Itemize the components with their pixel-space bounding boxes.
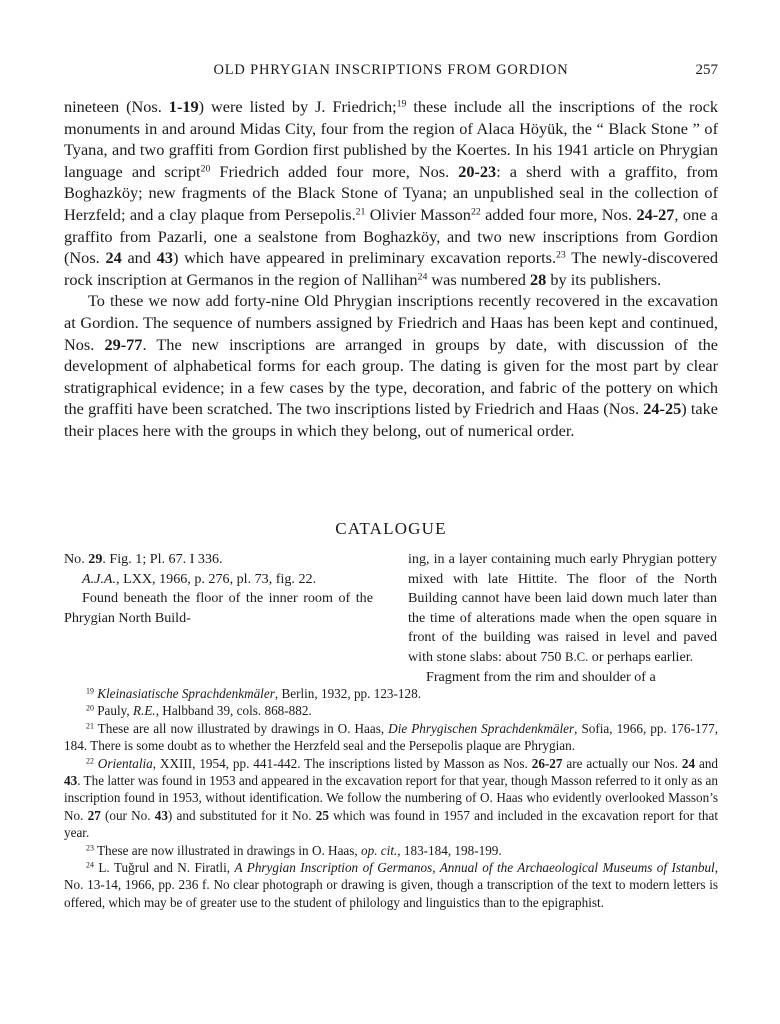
entry-fragment: Fragment from the rim and shoulder of a	[426, 668, 656, 685]
cited-title: op. cit.	[361, 842, 398, 858]
journal-title: A.J.A.	[82, 570, 117, 587]
cited-title: Orientalia	[97, 755, 153, 771]
inscription-number: 43	[156, 248, 173, 268]
entry-description-start: Found beneath the floor of the inner room of the Phrygian North Build-	[64, 590, 373, 626]
footnote-text: . The latter was found in 1953 and appeared in the excavation report for that year, though Masson referred to it only as an inscription found in 1953, without identification. We follow the numbering of O. Haas who evidently overlooked Masson’s No.	[64, 773, 718, 823]
running-header	[64, 62, 718, 84]
paragraph-1	[64, 96, 718, 290]
inscription-number: 24-27	[636, 204, 675, 224]
footnote-22	[64, 755, 718, 842]
main-text	[64, 96, 718, 442]
inscription-number: 26-27	[531, 755, 563, 771]
entry-heading	[64, 550, 373, 570]
catalogue-column-right	[408, 550, 717, 687]
bc-abbrev: B.C.	[564, 649, 589, 664]
footnote-19	[64, 685, 718, 702]
entry-reference	[64, 570, 373, 590]
footnote-text: ) and substituted for it No.	[167, 807, 316, 823]
text-run: : a sherd with a graffito, from Boghazköy; new fragments of the Black Stone of Tyana; an unpublished seal in the collection of Herzfeld; and a clay plaque from Persepolis.	[64, 161, 718, 224]
text-run: by its publishers.	[546, 269, 662, 289]
page-number: 257	[695, 62, 718, 78]
footnote-number: 19	[86, 686, 94, 696]
entry-description-cont: ing, in a layer containing much early Phrygian pottery mixed with late Hittite. The floor of the North Building cannot have been laid down much later than the time of alterations made when the open square in front of the building was raised in level and paved with stone slabs: about 750 B.C. or perhaps earlier.	[408, 551, 717, 665]
catalogue-column-left	[64, 550, 373, 628]
inscription-number: 43	[154, 807, 168, 823]
footnote-20	[64, 702, 718, 719]
inscription-number: 24-25	[643, 399, 682, 419]
cited-title: R.E.	[132, 703, 156, 719]
cited-title: Die Phrygischen Sprachdenkmäler	[388, 720, 575, 736]
text-run: ) which have appeared in preliminary excavation reports.	[172, 248, 557, 268]
inscription-number: 27	[87, 807, 101, 823]
footnote-text: , Sofia, 1966, pp. 176-177, 184. There is some doubt as to whether the Herzfeld seal and the Persepolis plaque are Phrygian.	[64, 720, 718, 754]
footnote-ref-23: 23	[556, 249, 566, 261]
footnote-number: 22	[86, 756, 94, 766]
text-run: these include all the inscriptions of the rock monuments in and around Midas City, four from the region of Alaca Höyük, the “ Black Stone ” of Tyana, and two graffiti from Gordion first published by the Koertes. In his 1941 article on Phrygian language and script	[64, 97, 718, 181]
inscription-number: 1-19	[168, 97, 199, 116]
inscription-number: 43	[64, 773, 78, 789]
footnote-24	[64, 859, 718, 911]
footnote-ref-22: 22	[470, 206, 481, 218]
entry-figures: . Fig. 1; Pl. 67. I 336.	[102, 551, 223, 567]
text-run: added four more, Nos.	[480, 204, 637, 224]
footnote-text: , Halbband 39, cols. 868-882.	[155, 703, 312, 719]
footnote-text: , Berlin, 1932, pp. 123-128.	[274, 686, 421, 701]
footnote-ref-24: 24	[417, 271, 428, 283]
inscription-number: 28	[529, 269, 547, 289]
entry-number: 29	[88, 551, 103, 567]
footnote-text: L. Tuğrul and N. Firatli,	[98, 860, 235, 876]
footnote-number: 24	[86, 860, 94, 870]
footnote-text: Pauly,	[97, 703, 133, 719]
footnote-21	[64, 720, 718, 755]
footnote-ref-21: 21	[355, 206, 366, 218]
catalogue-heading: CATALOGUE	[335, 519, 447, 538]
footnote-text: , 183-184, 198-199.	[397, 842, 502, 858]
footnote-text: These are now illustrated in drawings in O. Haas,	[96, 842, 362, 858]
footnote-text: and	[695, 755, 719, 771]
footnotes	[64, 685, 718, 911]
footnote-text: , No. 13-14, 1966, pp. 236 f. No clear photograph or drawing is given, though a transcription of the text to modern letters is offered, which may be of greater use to the student of philology and linguistics than to the epigraphist.	[64, 860, 719, 910]
text-run: . The new inscriptions are arranged in groups by date, with discussion of the development of alphabetical forms for each group. The dating is given for the most part by clear stratigraphical evidence; in a few cases by the type, decoration, and fabric of the pottery on which the graffiti have been scratched. The two inscriptions listed by Friedrich and Haas (Nos.	[64, 334, 718, 419]
text-run: ) take their places here with the groups in which they belong, out of numerical order.	[64, 399, 718, 440]
text-run: ) were listed by J. Friedrich;	[198, 97, 397, 116]
text-run: The newly-discovered rock inscription at Germanos in the region of Nallihan	[64, 248, 718, 289]
entry-label: No.	[64, 551, 89, 567]
inscription-number: 25	[315, 807, 329, 823]
inscription-number: 29-77	[104, 334, 143, 354]
text-run: nineteen (Nos.	[64, 97, 169, 116]
inscription-number: 24	[105, 248, 122, 268]
footnote-ref-19: 19	[396, 98, 407, 110]
reference-detail: , LXX, 1966, p. 276, pl. 73, fig. 22.	[116, 570, 317, 587]
footnote-text: (our No.	[100, 807, 155, 823]
text-run: Olivier Masson	[365, 204, 471, 224]
footnote-number: 23	[86, 843, 94, 853]
cited-title: Kleinasiatische Sprachdenkmäler	[97, 686, 275, 701]
paragraph-2	[64, 290, 718, 441]
inscription-number: 24	[681, 755, 696, 771]
text-run: Friedrich added four more, Nos.	[210, 161, 459, 181]
footnote-number: 20	[86, 704, 94, 714]
text-run: and	[121, 248, 157, 268]
inscription-number: 20-23	[458, 161, 497, 181]
footnote-number: 21	[86, 721, 94, 731]
cited-title: A Phrygian Inscription of Germanos, Annual of the Archaeological Museums of Istanbul	[234, 860, 715, 876]
footnote-text: are actually our Nos.	[562, 755, 682, 771]
footnote-ref-20: 20	[200, 163, 211, 175]
text-run: , one a graffito from Pazarli, one a sealstone from Boghazköy, and two new inscriptions from Gordion (Nos.	[64, 204, 718, 268]
footnote-23	[64, 842, 718, 859]
text-run: To these we now add forty-nine Old Phrygian inscriptions recently recovered in the excavation at Gordion. The sequence of numbers assigned by Friedrich and Haas has been kept and continued, Nos.	[64, 291, 718, 354]
footnote-text: which was found in 1957 and included in the excavation report for that year.	[64, 807, 718, 841]
running-title: OLD PHRYGIAN INSCRIPTIONS FROM GORDION	[213, 62, 569, 78]
footnote-text: , XXIII, 1954, pp. 441-442. The inscriptions listed by Masson as Nos.	[152, 755, 532, 771]
text-run: was numbered	[427, 269, 530, 289]
footnote-text: These are all now illustrated by drawings in O. Haas,	[97, 720, 389, 736]
